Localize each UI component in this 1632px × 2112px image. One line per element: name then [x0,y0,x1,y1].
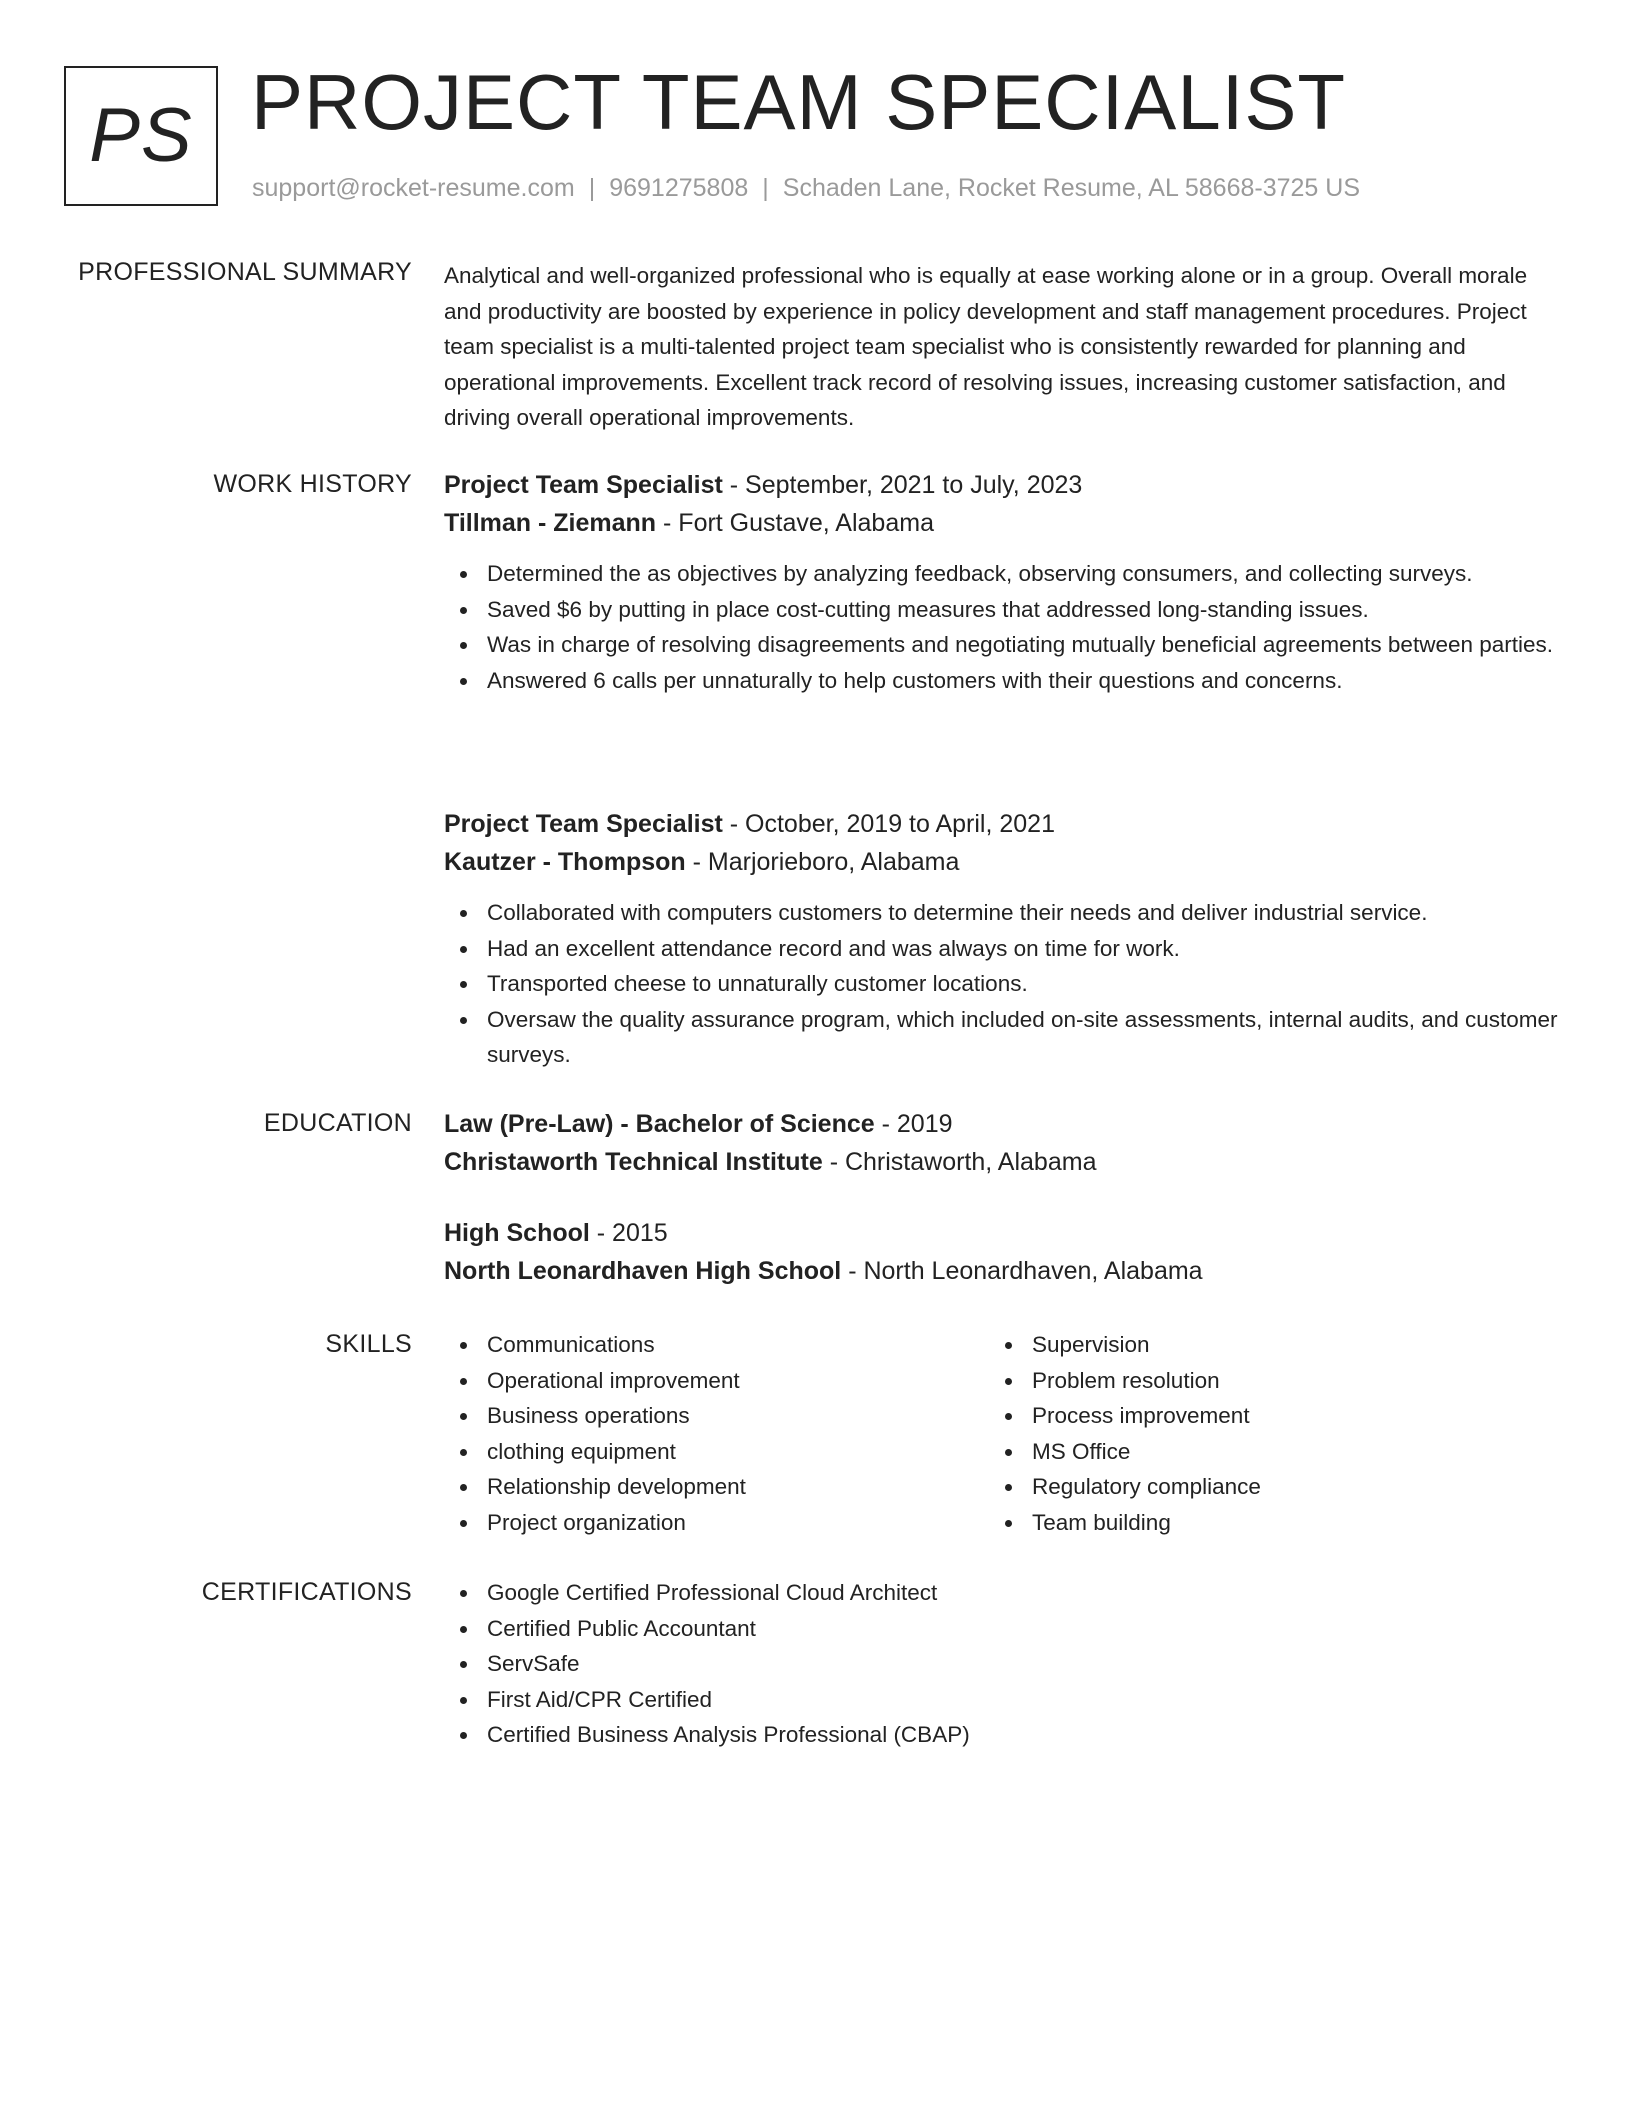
contact-phone: 9691275808 [609,174,749,202]
job-bullet: Answered 6 calls per unnaturally to help customers with their questions and concerns. [444,663,1564,699]
education-entry [444,1214,1564,1290]
skill-item: Business operations [444,1398,989,1434]
education-school-line [444,1252,1564,1290]
certifications-section [444,1575,1564,1753]
section-label-education: EDUCATION [263,1109,412,1137]
job-title-line [444,466,1564,504]
job-bullet: Had an excellent attendance record and was always on time for work. [444,931,1564,967]
section-label-certifications: CERTIFICATIONS [201,1578,412,1606]
education-school-line [444,1143,1564,1181]
skills-list-left [444,1327,989,1541]
job-bullet: Was in charge of resolving disagreements and negotiating mutually beneficial agreements between parties. [444,627,1564,663]
certification-item: ServSafe [444,1646,1564,1682]
skill-item: Relationship development [444,1469,989,1505]
job-dates: - September, 2021 to July, 2023 [722,471,1083,499]
skill-item: Problem resolution [989,1363,1534,1399]
skill-item: Process improvement [989,1398,1534,1434]
job-bullet: Oversaw the quality assurance program, which included on-site assessments, internal audits, and customer surveys. [444,1002,1564,1073]
job-bullet: Transported cheese to unnaturally customer locations. [444,966,1564,1002]
certification-item: First Aid/CPR Certified [444,1682,1564,1718]
job-company-line [444,843,1564,881]
skill-item: Project organization [444,1505,989,1541]
skill-item: MS Office [989,1434,1534,1470]
education-school: North Leonardhaven High School [444,1257,842,1285]
job-title: Project Team Specialist [444,810,723,838]
job-bullet-list [444,895,1564,1073]
skill-item: Supervision [989,1327,1534,1363]
education-degree: High School [444,1219,590,1247]
skill-item: Regulatory compliance [989,1469,1534,1505]
job-entry [444,466,1564,698]
contact-line [252,172,1360,204]
education-location: - North Leonardhaven, Alabama [841,1257,1203,1285]
monogram-initials: PS [89,92,193,178]
contact-address: Schaden Lane, Rocket Resume, AL 58668-3725 US [782,174,1360,202]
job-bullet-list [444,556,1564,698]
job-bullet: Collaborated with computers customers to determine their needs and deliver industrial service. [444,895,1564,931]
job-company-line [444,504,1564,542]
job-location: - Marjorieboro, Alabama [685,848,960,876]
certification-item: Certified Public Accountant [444,1611,1564,1647]
summary-section [444,258,1564,436]
skill-item: Team building [989,1505,1534,1541]
section-label-work-history: WORK HISTORY [213,470,412,498]
contact-email: support@rocket-resume.com [252,174,575,202]
skill-item: Communications [444,1327,989,1363]
job-title-line [444,805,1564,843]
contact-separator: | [762,174,769,202]
job-bullet: Determined the as objectives by analyzing feedback, observing consumers, and collecting surveys. [444,556,1564,592]
job-dates: - October, 2019 to April, 2021 [722,810,1055,838]
education-location: - Christaworth, Alabama [822,1148,1097,1176]
monogram-box [64,66,218,206]
job-entry [444,805,1564,1073]
education-degree-line [444,1105,1564,1143]
job-company: Tillman - Ziemann [444,509,657,537]
education-entry [444,1105,1564,1181]
certification-item: Certified Business Analysis Professional (CBAP) [444,1717,1564,1753]
skill-item: Operational improvement [444,1363,989,1399]
certification-item: Google Certified Professional Cloud Architect [444,1575,1564,1611]
section-label-summary: PROFESSIONAL SUMMARY [78,258,412,286]
section-label-skills: SKILLS [325,1330,412,1358]
job-title: Project Team Specialist [444,471,723,499]
skills-section [444,1327,1564,1541]
education-school: Christaworth Technical Institute [444,1148,823,1176]
certifications-list [444,1575,1564,1753]
job-location: - Fort Gustave, Alabama [656,509,934,537]
education-year: - 2015 [589,1219,668,1247]
summary-text: Analytical and well-organized professional who is equally at ease working alone or in a group. Overall morale and productivity are boosted by experience in policy development and staff management procedures. Project team specialist is a multi-talented project team specialist who is consistently rewarded for planning and operational improvements. Excellent track record of resolving issues, increasing customer satisfaction, and driving overall operational improvements. [444,263,1528,431]
education-degree-line [444,1214,1564,1252]
skill-item: clothing equipment [444,1434,989,1470]
contact-separator: | [588,174,596,202]
skills-list-right [989,1327,1534,1541]
education-degree: Law (Pre-Law) - Bachelor of Science [444,1110,875,1138]
education-year: - 2019 [874,1110,953,1138]
resume-name: PROJECT TEAM SPECIALIST [251,58,1347,146]
job-bullet: Saved $6 by putting in place cost-cutting measures that addressed long-standing issues. [444,592,1564,628]
job-company: Kautzer - Thompson [444,848,686,876]
